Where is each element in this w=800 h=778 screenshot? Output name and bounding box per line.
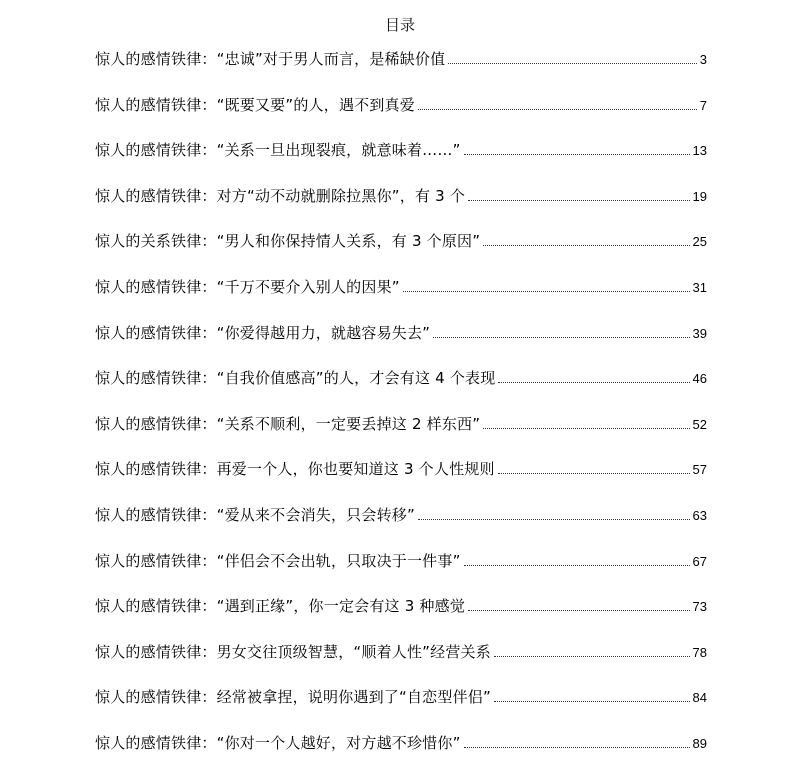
toc-entry[interactable] bbox=[95, 458, 707, 504]
toc-entry-title: 惊人的感情铁律：“爱从来不会消失，只会转移” bbox=[95, 505, 415, 524]
toc-entry-page: 84 bbox=[692, 690, 707, 706]
toc-entry-page: 89 bbox=[692, 735, 707, 751]
toc-leader-dots bbox=[433, 337, 689, 338]
toc-entry-title: 惊人的感情铁律：“自我价值感高”的人，才会有这 4 个表现 bbox=[95, 369, 496, 388]
toc-leader-dots bbox=[468, 610, 690, 611]
toc-entry-title: 惊人的感情铁律：“遇到正缘”，你一定会有这 3 种感觉 bbox=[95, 597, 466, 616]
toc-entry[interactable] bbox=[95, 732, 707, 778]
toc-entry[interactable] bbox=[95, 686, 707, 732]
toc-entry-page: 57 bbox=[692, 462, 707, 478]
toc-entry[interactable] bbox=[95, 185, 707, 231]
toc-entry-page: 19 bbox=[692, 188, 707, 204]
toc-entry-page: 31 bbox=[692, 279, 707, 295]
toc-list bbox=[95, 48, 707, 778]
toc-entry[interactable] bbox=[95, 595, 707, 641]
toc-entry-page: 25 bbox=[692, 234, 707, 250]
toc-entry[interactable] bbox=[95, 322, 707, 368]
toc-entry-title: 惊人的感情铁律：“忠诚”对于男人而言，是稀缺价值 bbox=[95, 50, 446, 68]
toc-entry-title: 惊人的感情铁律：“你对一个人越好，对方越不珍惜你” bbox=[95, 733, 461, 752]
toc-leader-dots bbox=[468, 200, 690, 201]
toc-entry-page: 78 bbox=[692, 644, 707, 660]
toc-entry-title: 惊人的感情铁律：“关系一旦出现裂痕，就意味着……” bbox=[95, 141, 461, 160]
toc-leader-dots bbox=[498, 382, 689, 383]
toc-entry-page: 46 bbox=[692, 371, 707, 387]
toc-leader-dots bbox=[464, 565, 690, 566]
toc-entry[interactable] bbox=[95, 48, 707, 94]
toc-entry-title: 惊人的感情铁律：“千万不要介入别人的因果” bbox=[95, 277, 400, 296]
toc-entry-title: 惊人的感情铁律：“你爱得越用力，就越容易失去” bbox=[95, 323, 431, 342]
toc-entry-page: 7 bbox=[699, 97, 707, 113]
toc-entry[interactable] bbox=[95, 641, 707, 687]
toc-leader-dots bbox=[448, 63, 696, 64]
toc-entry-title: 惊人的感情铁律：“既要又要”的人，遇不到真爱 bbox=[95, 95, 415, 114]
toc-entry[interactable] bbox=[95, 550, 707, 596]
toc-entry[interactable] bbox=[95, 94, 707, 140]
toc-entry-page: 3 bbox=[699, 52, 707, 67]
toc-entry[interactable] bbox=[95, 139, 707, 185]
toc-leader-dots bbox=[494, 701, 690, 702]
toc-entry-page: 13 bbox=[692, 143, 707, 159]
toc-leader-dots bbox=[418, 109, 697, 110]
toc-entry-page: 73 bbox=[692, 599, 707, 615]
toc-entry-page: 67 bbox=[692, 553, 707, 569]
toc-leader-dots bbox=[498, 473, 690, 474]
toc-leader-dots bbox=[483, 428, 689, 429]
toc-entry[interactable] bbox=[95, 367, 707, 413]
toc-entry-page: 63 bbox=[692, 507, 707, 523]
toc-entry-page: 52 bbox=[692, 416, 707, 432]
toc-entry-title: 惊人的感情铁律：“关系不顺利，一定要丢掉这 2 样东西” bbox=[95, 414, 481, 433]
toc-entry[interactable] bbox=[95, 276, 707, 322]
toc-leader-dots bbox=[494, 656, 690, 657]
toc-leader-dots bbox=[483, 245, 689, 246]
toc-entry[interactable] bbox=[95, 230, 707, 276]
toc-entry[interactable] bbox=[95, 504, 707, 550]
toc-entry-title: 惊人的感情铁律：男女交往顶级智慧，“顺着人性”经营关系 bbox=[95, 642, 491, 661]
toc-leader-dots bbox=[418, 519, 690, 520]
toc-entry[interactable] bbox=[95, 413, 707, 459]
toc-entry-title: 惊人的感情铁律：再爱一个人，你也要知道这 3 个人性规则 bbox=[95, 460, 495, 479]
toc-entry-title: 惊人的关系铁律：“男人和你保持情人关系，有 3 个原因” bbox=[95, 232, 481, 251]
toc-entry-page: 39 bbox=[692, 325, 707, 341]
toc-leader-dots bbox=[403, 291, 690, 292]
toc-leader-dots bbox=[464, 747, 690, 748]
toc-title: 目录 bbox=[384, 16, 415, 34]
toc-entry-title: 惊人的感情铁律：对方“动不动就删除拉黑你”，有 3 个 bbox=[95, 186, 466, 205]
toc-entry-title: 惊人的感情铁律：“伴侣会不会出轨，只取决于一件事” bbox=[95, 551, 461, 570]
toc-entry-title: 惊人的感情铁律：经常被拿捏，说明你遇到了“自恋型伴侣” bbox=[95, 688, 491, 707]
toc-leader-dots bbox=[464, 154, 690, 155]
